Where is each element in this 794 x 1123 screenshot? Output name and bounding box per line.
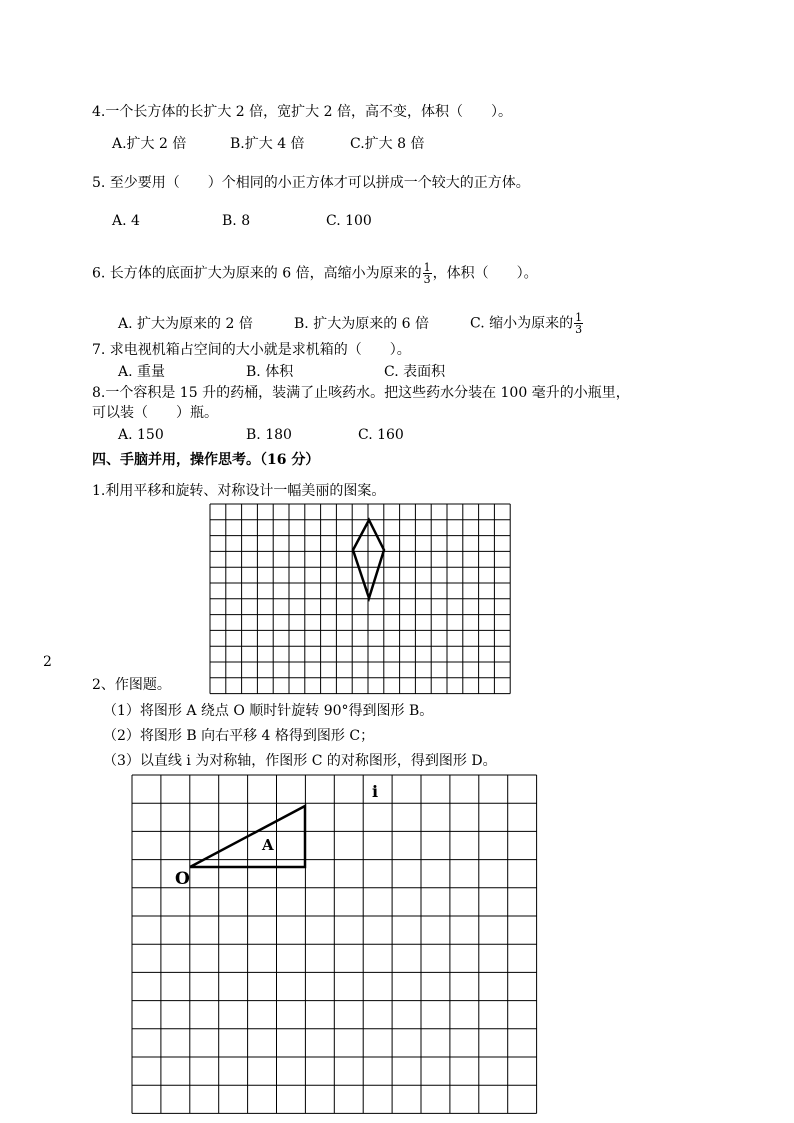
triangle-a-label: A bbox=[262, 836, 274, 854]
section4-title: 四、手脑并用，操作思考。（16 分） bbox=[92, 452, 320, 468]
q8-line1: 8.一个容积是 15 升的药桶，装满了止咳药水。把这些药水分装在 100 毫升的小瓶里， bbox=[92, 385, 630, 401]
q4-option-b: B.扩大 4 倍 bbox=[230, 136, 305, 152]
q6-option-c-denominator: 3 bbox=[575, 323, 583, 336]
task2-step-1: （1）将图形 A 绕点 O 顺时针旋转 90°得到图形 B。 bbox=[103, 703, 434, 719]
transform-grid bbox=[132, 775, 537, 1113]
q6-fraction-numerator: 1 bbox=[423, 261, 431, 274]
design-grid bbox=[210, 504, 510, 694]
q6-option-a: A. 扩大为原来的 2 倍 bbox=[118, 316, 253, 332]
q8-option-b: B. 180 bbox=[246, 427, 292, 443]
q6-option-c-text: C. 缩小为原来的 bbox=[470, 315, 574, 332]
q6-option-b: B. 扩大为原来的 6 倍 bbox=[294, 316, 429, 332]
q6-fraction-denominator: 3 bbox=[423, 273, 431, 286]
point-o-label: O bbox=[175, 869, 190, 889]
q5-option-a: A. 4 bbox=[112, 213, 140, 229]
q7-text: 7. 求电视机箱占空间的大小就是求机箱的（ ）。 bbox=[92, 342, 411, 358]
q7-option-c: C. 表面积 bbox=[384, 364, 446, 380]
page-number: 2 bbox=[43, 654, 52, 670]
task1-text: 1.利用平移和旋转、对称设计一幅美丽的图案。 bbox=[92, 483, 386, 499]
q7-option-b: B. 体积 bbox=[246, 364, 294, 380]
q6-option-c-numerator: 1 bbox=[575, 311, 583, 324]
q8-line2: 可以装（ ）瓶。 bbox=[92, 405, 218, 421]
q8-option-a: A. 150 bbox=[118, 427, 164, 443]
q8-option-c: C. 160 bbox=[358, 427, 404, 443]
q4-option-a: A.扩大 2 倍 bbox=[112, 136, 187, 152]
q5-option-b: B. 8 bbox=[222, 213, 251, 229]
q6-text-before: 6. 长方体的底面扩大为原来的 6 倍，高缩小为原来的 bbox=[92, 265, 422, 282]
task2-step-3: （3）以直线 i 为对称轴，作图形 C 的对称图形，得到图形 D。 bbox=[103, 753, 497, 769]
q6-text-after: ，体积（ ）。 bbox=[432, 265, 538, 282]
q7-option-a: A. 重量 bbox=[118, 364, 166, 380]
q4-option-c: C.扩大 8 倍 bbox=[350, 136, 425, 152]
q5-option-c: C. 100 bbox=[326, 213, 372, 229]
q4-text: 4.一个长方体的长扩大 2 倍，宽扩大 2 倍，高不变，体积（ ）。 bbox=[92, 104, 512, 120]
task2-title: 2、作图题。 bbox=[92, 677, 171, 693]
axis-i-label: i bbox=[372, 782, 379, 801]
task2-step-2: （2）将图形 B 向右平移 4 格得到图形 C； bbox=[103, 728, 375, 744]
q5-text: 5. 至少要用（ ）个相同的小正方体才可以拼成一个较大的正方体。 bbox=[92, 175, 530, 191]
